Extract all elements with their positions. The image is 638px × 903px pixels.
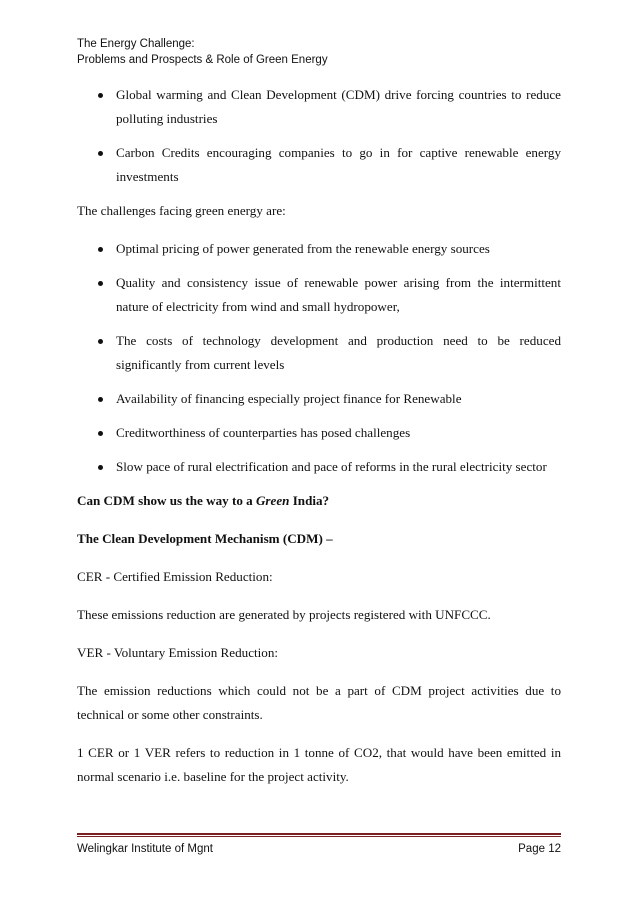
page-number: Page 12	[518, 843, 561, 855]
list-item: Quality and consistency issue of renewable power arising from the intermittent nature of electricity from wind and small hydropower,	[77, 271, 561, 319]
list-item: Optimal pricing of power generated from the renewable energy sources	[77, 237, 561, 261]
section-heading-green-india: Can CDM show us the way to a Green India?	[77, 493, 330, 508]
header-title-line2: Problems and Prospects & Role of Green Energy	[77, 54, 328, 66]
ver-label: VER - Voluntary Emission Reduction:	[77, 645, 279, 660]
ver-description: The emission reductions which could not be a part of CDM project activities due to technical or some other constraints.	[77, 683, 561, 722]
cer-description: These emissions reduction are generated by projects registered with UNFCCC.	[77, 607, 491, 622]
page-header	[77, 36, 328, 68]
bullet-icon	[98, 281, 103, 286]
bullet-icon	[98, 339, 103, 344]
cer-ver-definition: 1 CER or 1 VER refers to reduction in 1 tonne of CO2, that would have been emitted in normal scenario i.e. baseline for the project activity.	[77, 745, 561, 784]
cer-label: CER - Certified Emission Reduction:	[77, 569, 273, 584]
list-item: The costs of technology development and production need to be reduced significantly from current levels	[77, 329, 561, 377]
page-footer	[77, 841, 561, 857]
footer-divider-thin	[77, 836, 561, 837]
bullet-icon	[98, 247, 103, 252]
page-content	[77, 83, 561, 803]
list-item: Slow pace of rural electrification and pace of reforms in the rural electricity sector	[77, 455, 561, 479]
list-item: Availability of financing especially project finance for Renewable	[77, 387, 561, 411]
bullet-icon	[98, 465, 103, 470]
challenges-list	[77, 237, 561, 479]
bullet-icon	[98, 397, 103, 402]
bullet-icon	[98, 431, 103, 436]
bullet-icon	[98, 93, 103, 98]
list-item: Creditworthiness of counterparties has posed challenges	[77, 421, 561, 445]
section-heading-cdm: The Clean Development Mechanism (CDM) –	[77, 531, 333, 546]
header-title-line1: The Energy Challenge:	[77, 38, 195, 50]
footer-divider-thick	[77, 833, 561, 835]
list-item: Carbon Credits encouraging companies to go in for captive renewable energy investments	[77, 141, 561, 189]
challenges-intro: The challenges facing green energy are:	[77, 203, 286, 218]
bullet-icon	[98, 151, 103, 156]
footer-institute: Welingkar Institute of Mgnt	[77, 843, 213, 855]
list-item: Global warming and Clean Development (CDM) drive forcing countries to reduce polluting industries	[77, 83, 561, 131]
drivers-list	[77, 83, 561, 189]
